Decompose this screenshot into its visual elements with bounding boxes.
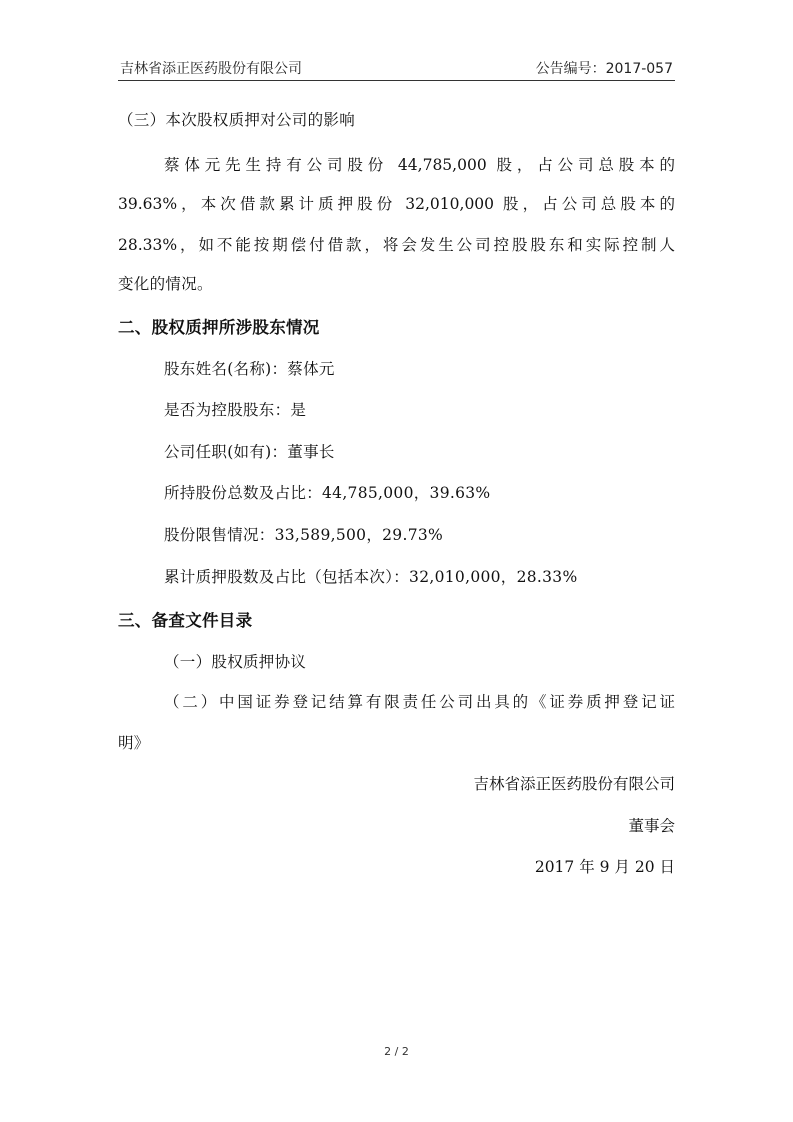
header-notice-number: 公告编号：2017-057 (535, 61, 673, 77)
impact-paragraph-line-2: 39.63%，本次借款累计质押股份 32,010,000 股，占公司总股本的 (118, 195, 675, 213)
header-company-name: 吉林省添正医药股份有限公司 (120, 61, 302, 77)
page-header (118, 58, 675, 81)
shareholder-name: 股东姓名(名称)：蔡体元 (164, 360, 335, 378)
impact-paragraph-line-3: 28.33%，如不能按期偿付借款，将会发生公司控股股东和实际控制人 (118, 236, 675, 254)
impact-paragraph-line-1: 蔡体元先生持有公司股份 44,785,000 股，占公司总股本的 (164, 156, 675, 174)
subsection-title: （三）本次股权质押对公司的影响 (118, 111, 356, 129)
signature-board: 董事会 (628, 817, 675, 835)
section-three-heading: 三、备查文件目录 (118, 611, 253, 630)
cumulative-pledged-shares: 累计质押股数及占比（包括本次）：32,010,000，28.33% (164, 568, 578, 586)
reference-doc-1: （一）股权质押协议 (164, 653, 307, 671)
section-two-heading: 二、股权质押所涉股东情况 (118, 318, 320, 337)
impact-paragraph-line-4: 变化的情况。 (118, 275, 213, 293)
signature-company: 吉林省添正医药股份有限公司 (473, 775, 675, 793)
company-position: 公司任职(如有)：董事长 (164, 443, 335, 461)
is-controlling-shareholder: 是否为控股股东：是 (164, 401, 307, 419)
total-shares-held: 所持股份总数及占比：44,785,000，39.63% (164, 484, 491, 502)
page-number: 2 / 2 (384, 1045, 409, 1058)
restricted-shares: 股份限售情况：33,589,500，29.73% (164, 526, 444, 544)
reference-doc-2-line-2: 明》 (118, 734, 150, 752)
signature-date: 2017 年 9 月 20 日 (534, 858, 675, 876)
reference-doc-2-line-1: （二）中国证券登记结算有限责任公司出具的《证券质押登记证 (164, 693, 675, 711)
